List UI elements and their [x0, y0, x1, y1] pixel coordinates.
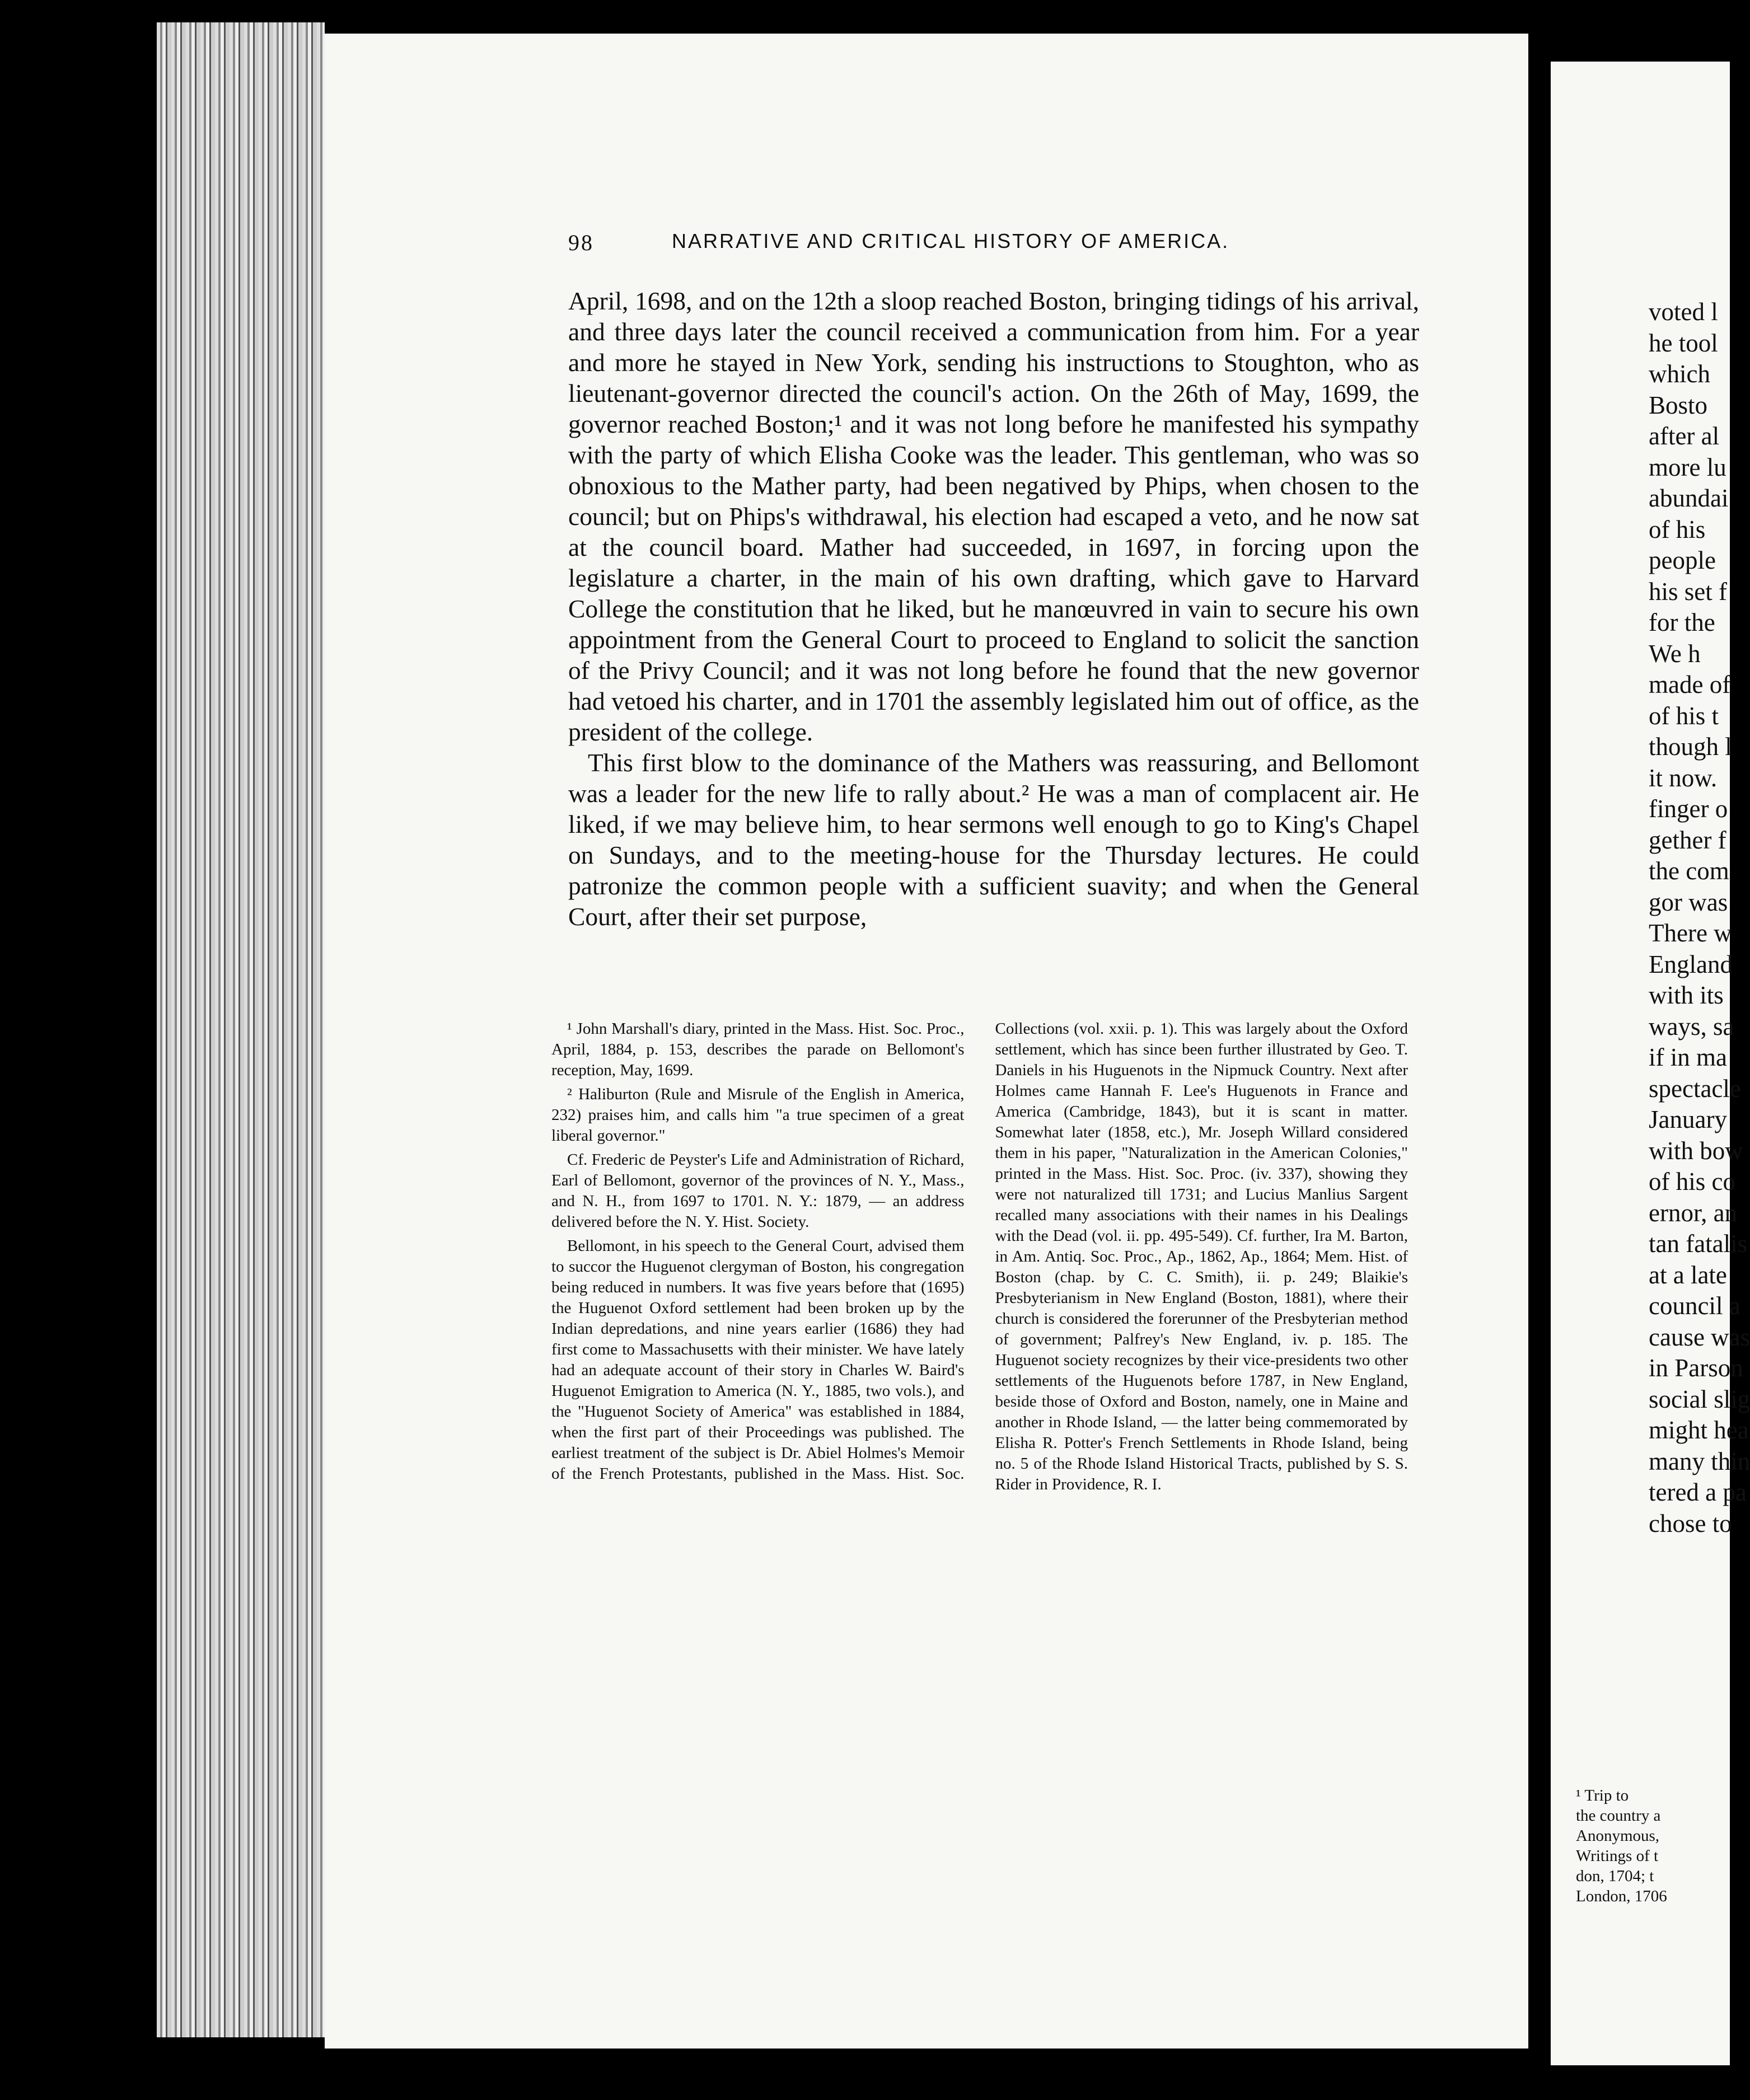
facing-line: of his co	[1649, 1168, 1735, 1196]
facing-note-line: London, 1706	[1576, 1887, 1667, 1905]
facing-line: spectacle	[1649, 1074, 1741, 1103]
footnote: ¹ John Marshall's diary, printed in the Mass. Hist. Soc. Proc., April, 1884, p. 153, describes the parade on Bellomont's reception, May, 1699.	[551, 1020, 965, 1079]
facing-note-line: Anonymous,	[1576, 1827, 1660, 1845]
facing-page-notes	[1576, 1785, 1721, 1906]
footnote: Cf. Frederic de Peyster's Life and Administration of Richard, Earl of Bellomont, governor of the provinces of N. Y., Mass., and N. H., from 1697 to 1701. N. Y.: 1879, — an address delivered before the N. Y. Hist. Society.	[551, 1151, 965, 1231]
facing-line: he tool	[1649, 329, 1718, 357]
facing-line: finger o	[1649, 795, 1728, 823]
facing-line: ernor, an	[1649, 1198, 1738, 1227]
footnote: ² Haliburton (Rule and Misrule of the English in America, 232) praises him, and calls him "a true specimen of a great liberal governor."	[551, 1085, 965, 1145]
facing-line: social slig	[1649, 1385, 1750, 1413]
facing-line: if in ma	[1649, 1043, 1727, 1071]
main-text	[568, 285, 1419, 932]
facing-line: gor was	[1649, 888, 1728, 916]
book-edge	[157, 22, 325, 2037]
facing-line: the com	[1649, 857, 1729, 885]
paragraph: April, 1698, and on the 12th a sloop reached Boston, bringing tidings of his arrival, and three days later the council received a communication from him. For a year and more he stayed in New York, sending his instructions to Stoughton, who as lieutenant-governor directed the council's action. On the 26th of May, 1699, the governor reached Boston;¹ and it was not long before he manifested his sympathy with the party of which Elisha Cooke was the leader. This gentleman, who was so obnoxious to the Mather party, had been negatived by Phips, when chosen to the council; but on Phips's withdrawal, his election had escaped a veto, and he now sat at the council board. Mather had succeeded, in 1697, in forcing upon the legislature a charter, in the main of his own drafting, which gave to Harvard College the constitution that he liked, but he manœuvred in vain to secure his own appointment from the General Court to proceed to England to solicit the sanction of the Privy Council; and it was not long before he found that the new governor had vetoed his charter, and in 1701 the assembly legislated him out of office, as the president of the college.	[568, 287, 1419, 746]
facing-page-text	[1649, 297, 1750, 1539]
facing-line: might hea	[1649, 1416, 1749, 1444]
facing-line: of his t	[1649, 701, 1719, 730]
facing-line: ways, sa	[1649, 1012, 1734, 1040]
facing-line: voted l	[1649, 298, 1718, 326]
facing-line: people	[1649, 546, 1716, 574]
facing-line: tered a pa	[1649, 1478, 1747, 1506]
facing-line: in Parson	[1649, 1354, 1743, 1382]
footnote: Bellomont, in his speech to the General Court, advised them to succor the Huguenot clergyman of Boston, his congregation being reduced in numbers. It was five years before that (1695) the Huguenot Oxford settlement had been broken up by the Indian depredations, and nine years earlier (1686) they had first come to Massachusetts with their minister. We have lately had an adequate account of their story in Charles W. Baird's Huguenot Emigration to America (N. Y., 1885, two vols.), and the "Huguenot Society of America" was established in 1884, when the first part of their Proceedings was published. The earliest treatment of the subject is Dr. Abiel Holmes's Memoir of the French Protestants, published in the Mass. Hist. Soc. Collections (vol. xxii. p. 1). This was largely about the Oxford settlement, which has since been further illustrated by Geo. T. Daniels in his Huguenots in the Nipmuck Country. Next after Holmes came Hannah F. Lee's Huguenots in France and America (Cambridge, 1843), but it is scant in matter. Somewhat later (1858, etc.), Mr. Joseph Willard considered them in his paper, "Naturalization in the American Colonies," printed in the Mass. Hist. Soc. Proc. (iv. 337), showing they were not naturalized till 1731; and Lucius Manlius Sargent recalled many associations with their names in his Dealings with the Dead (vol. ii. pp. 495-549). Cf. further, Ira M. Barton, in Am. Antiq. Soc. Proc., Ap., 1862, Ap., 1864; Mem. Hist. of Boston (chap. by C. C. Smith), ii. p. 249; Blaikie's Presbyterianism in New England (Boston, 1881), where their church is considered the forerunner of the Presbyterian method of government; Palfrey's New England, iv. p. 185. The Huguenot society recognizes by their vice-presidents two other settlements of the Huguenots before 1787, in New England, beside those of Oxford and Boston, namely, one in Maine and another in Rhode Island, — the latter being commemorated by Elisha R. Potter's French Settlements in Rhode Island, being no. 5 of the Rhode Island Historical Tracts, published by S. S. Rider in Providence, R. I.	[551, 1020, 1408, 1493]
facing-line: There w	[1649, 919, 1732, 947]
facing-line: though l	[1649, 733, 1732, 761]
facing-line: of his	[1649, 515, 1706, 543]
facing-line: at a late	[1649, 1260, 1727, 1289]
page-number: 98	[568, 230, 594, 255]
facing-note-line: don, 1704; t	[1576, 1867, 1654, 1885]
facing-note-line: Writings of t	[1576, 1847, 1659, 1865]
facing-line: made of	[1649, 671, 1731, 699]
facing-line: which	[1649, 360, 1710, 388]
facing-line: more lu	[1649, 453, 1726, 481]
facing-line: after al	[1649, 422, 1720, 450]
footnotes	[551, 1019, 1408, 1495]
facing-line: England	[1649, 950, 1733, 978]
running-title: NARRATIVE AND CRITICAL HISTORY OF AMERICA.	[672, 229, 1230, 252]
facing-line: for the	[1649, 608, 1715, 636]
facing-note-line: ¹ Trip to	[1576, 1787, 1629, 1804]
paragraph: This first blow to the dominance of the Mathers was reassuring, and Bellomont was a leader for the new life to rally about.² He was a man of complacent air. He liked, if we may believe him, to hear sermons well enough to go to King's Chapel on Sundays, and to the meeting-house for the Thursday lectures. He could patronize the common people with a sufficient suavity; and when the General Court, after their set purpose,	[568, 748, 1419, 931]
facing-line: chose to	[1649, 1509, 1732, 1537]
facing-line: January	[1649, 1105, 1727, 1133]
facing-line: abundai	[1649, 484, 1729, 512]
facing-line: gether f	[1649, 826, 1726, 854]
facing-line: tan fatalis	[1649, 1230, 1748, 1258]
facing-line: with bow	[1649, 1136, 1743, 1165]
facing-line: council a	[1649, 1292, 1740, 1320]
facing-line: it now.	[1649, 763, 1718, 792]
facing-line: Bosto	[1649, 391, 1708, 419]
facing-line: We h	[1649, 639, 1701, 668]
facing-line: with its	[1649, 981, 1724, 1009]
facing-line: many thin	[1649, 1447, 1750, 1475]
facing-note-line: the country a	[1576, 1807, 1661, 1825]
facing-line: his set f	[1649, 577, 1727, 606]
facing-line: cause was	[1649, 1323, 1750, 1351]
